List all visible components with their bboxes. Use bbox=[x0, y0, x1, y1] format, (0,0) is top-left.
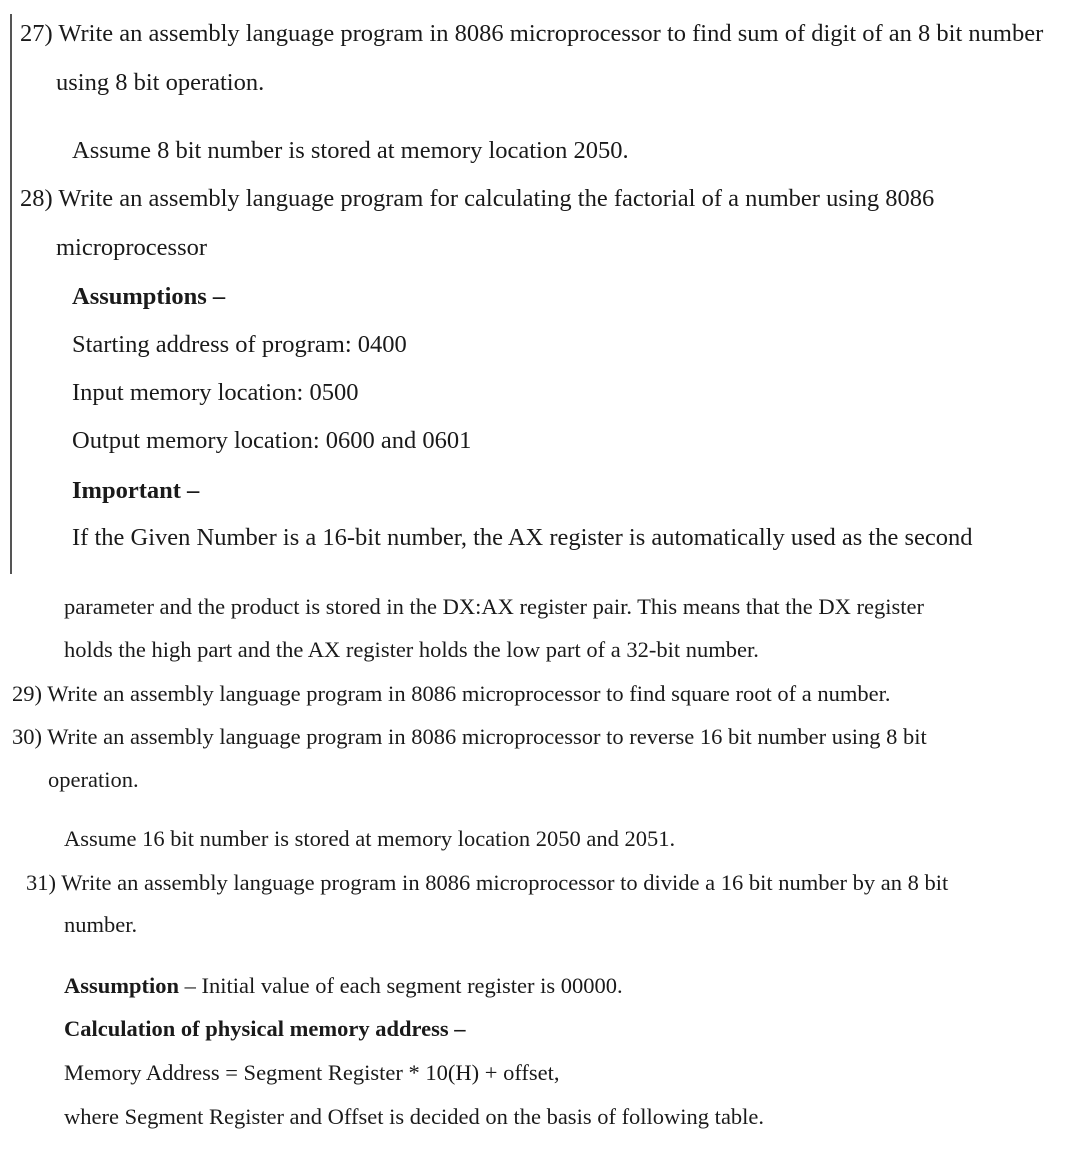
assumption-label: Assumption bbox=[64, 973, 180, 998]
question-27-line-2: using 8 bit operation. bbox=[56, 69, 265, 96]
question-28-line-1: 28) Write an assembly language program for calculating the factorial of a number using 8086 bbox=[20, 185, 935, 212]
output-location: Output memory location: 0600 and 0601 bbox=[72, 427, 472, 454]
left-margin-bar bbox=[10, 14, 12, 574]
question-27-note: Assume 8 bit number is stored at memory location 2050. bbox=[72, 137, 629, 164]
input-location: Input memory location: 0500 bbox=[72, 379, 359, 406]
question-30-line-2: operation. bbox=[48, 767, 139, 792]
question-28-continued-line-2: holds the high part and the AX register holds the low part of a 32-bit number. bbox=[64, 637, 759, 662]
table-note: where Segment Register and Offset is decided on the basis of following table. bbox=[64, 1104, 765, 1129]
important-text: If the Given Number is a 16-bit number, the AX register is automatically used as the second bbox=[72, 524, 973, 551]
assumptions-heading: Assumptions – bbox=[72, 283, 226, 310]
question-31-line-1: 31) Write an assembly language program in 8086 microprocessor to divide a 16 bit number by an 8 bit bbox=[26, 870, 949, 895]
question-31-line-2: number. bbox=[64, 912, 138, 937]
assumption-line bbox=[64, 975, 623, 998]
question-30-note: Assume 16 bit number is stored at memory location 2050 and 2051. bbox=[64, 826, 676, 851]
question-29-line-1: 29) Write an assembly language program in 8086 microprocessor to find square root of a number. bbox=[12, 681, 891, 706]
question-30-line-1: 30) Write an assembly language program in 8086 microprocessor to reverse 16 bit number using 8 bit bbox=[12, 724, 927, 749]
start-address: Starting address of program: 0400 bbox=[72, 331, 407, 358]
question-27-line-1: 27) Write an assembly language program in 8086 microprocessor to find sum of digit of an 8 bit number bbox=[20, 20, 1044, 47]
calculation-heading: Calculation of physical memory address – bbox=[64, 1016, 466, 1041]
memory-address-formula: Memory Address = Segment Register * 10(H) + offset, bbox=[64, 1060, 560, 1085]
assumption-text: – Initial value of each segment register is 00000. bbox=[179, 973, 623, 998]
question-28-continued-line-1: parameter and the product is stored in the DX:AX register pair. This means that the DX register bbox=[64, 594, 924, 619]
important-heading: Important – bbox=[72, 477, 200, 504]
question-28-line-2: microprocessor bbox=[56, 234, 208, 261]
